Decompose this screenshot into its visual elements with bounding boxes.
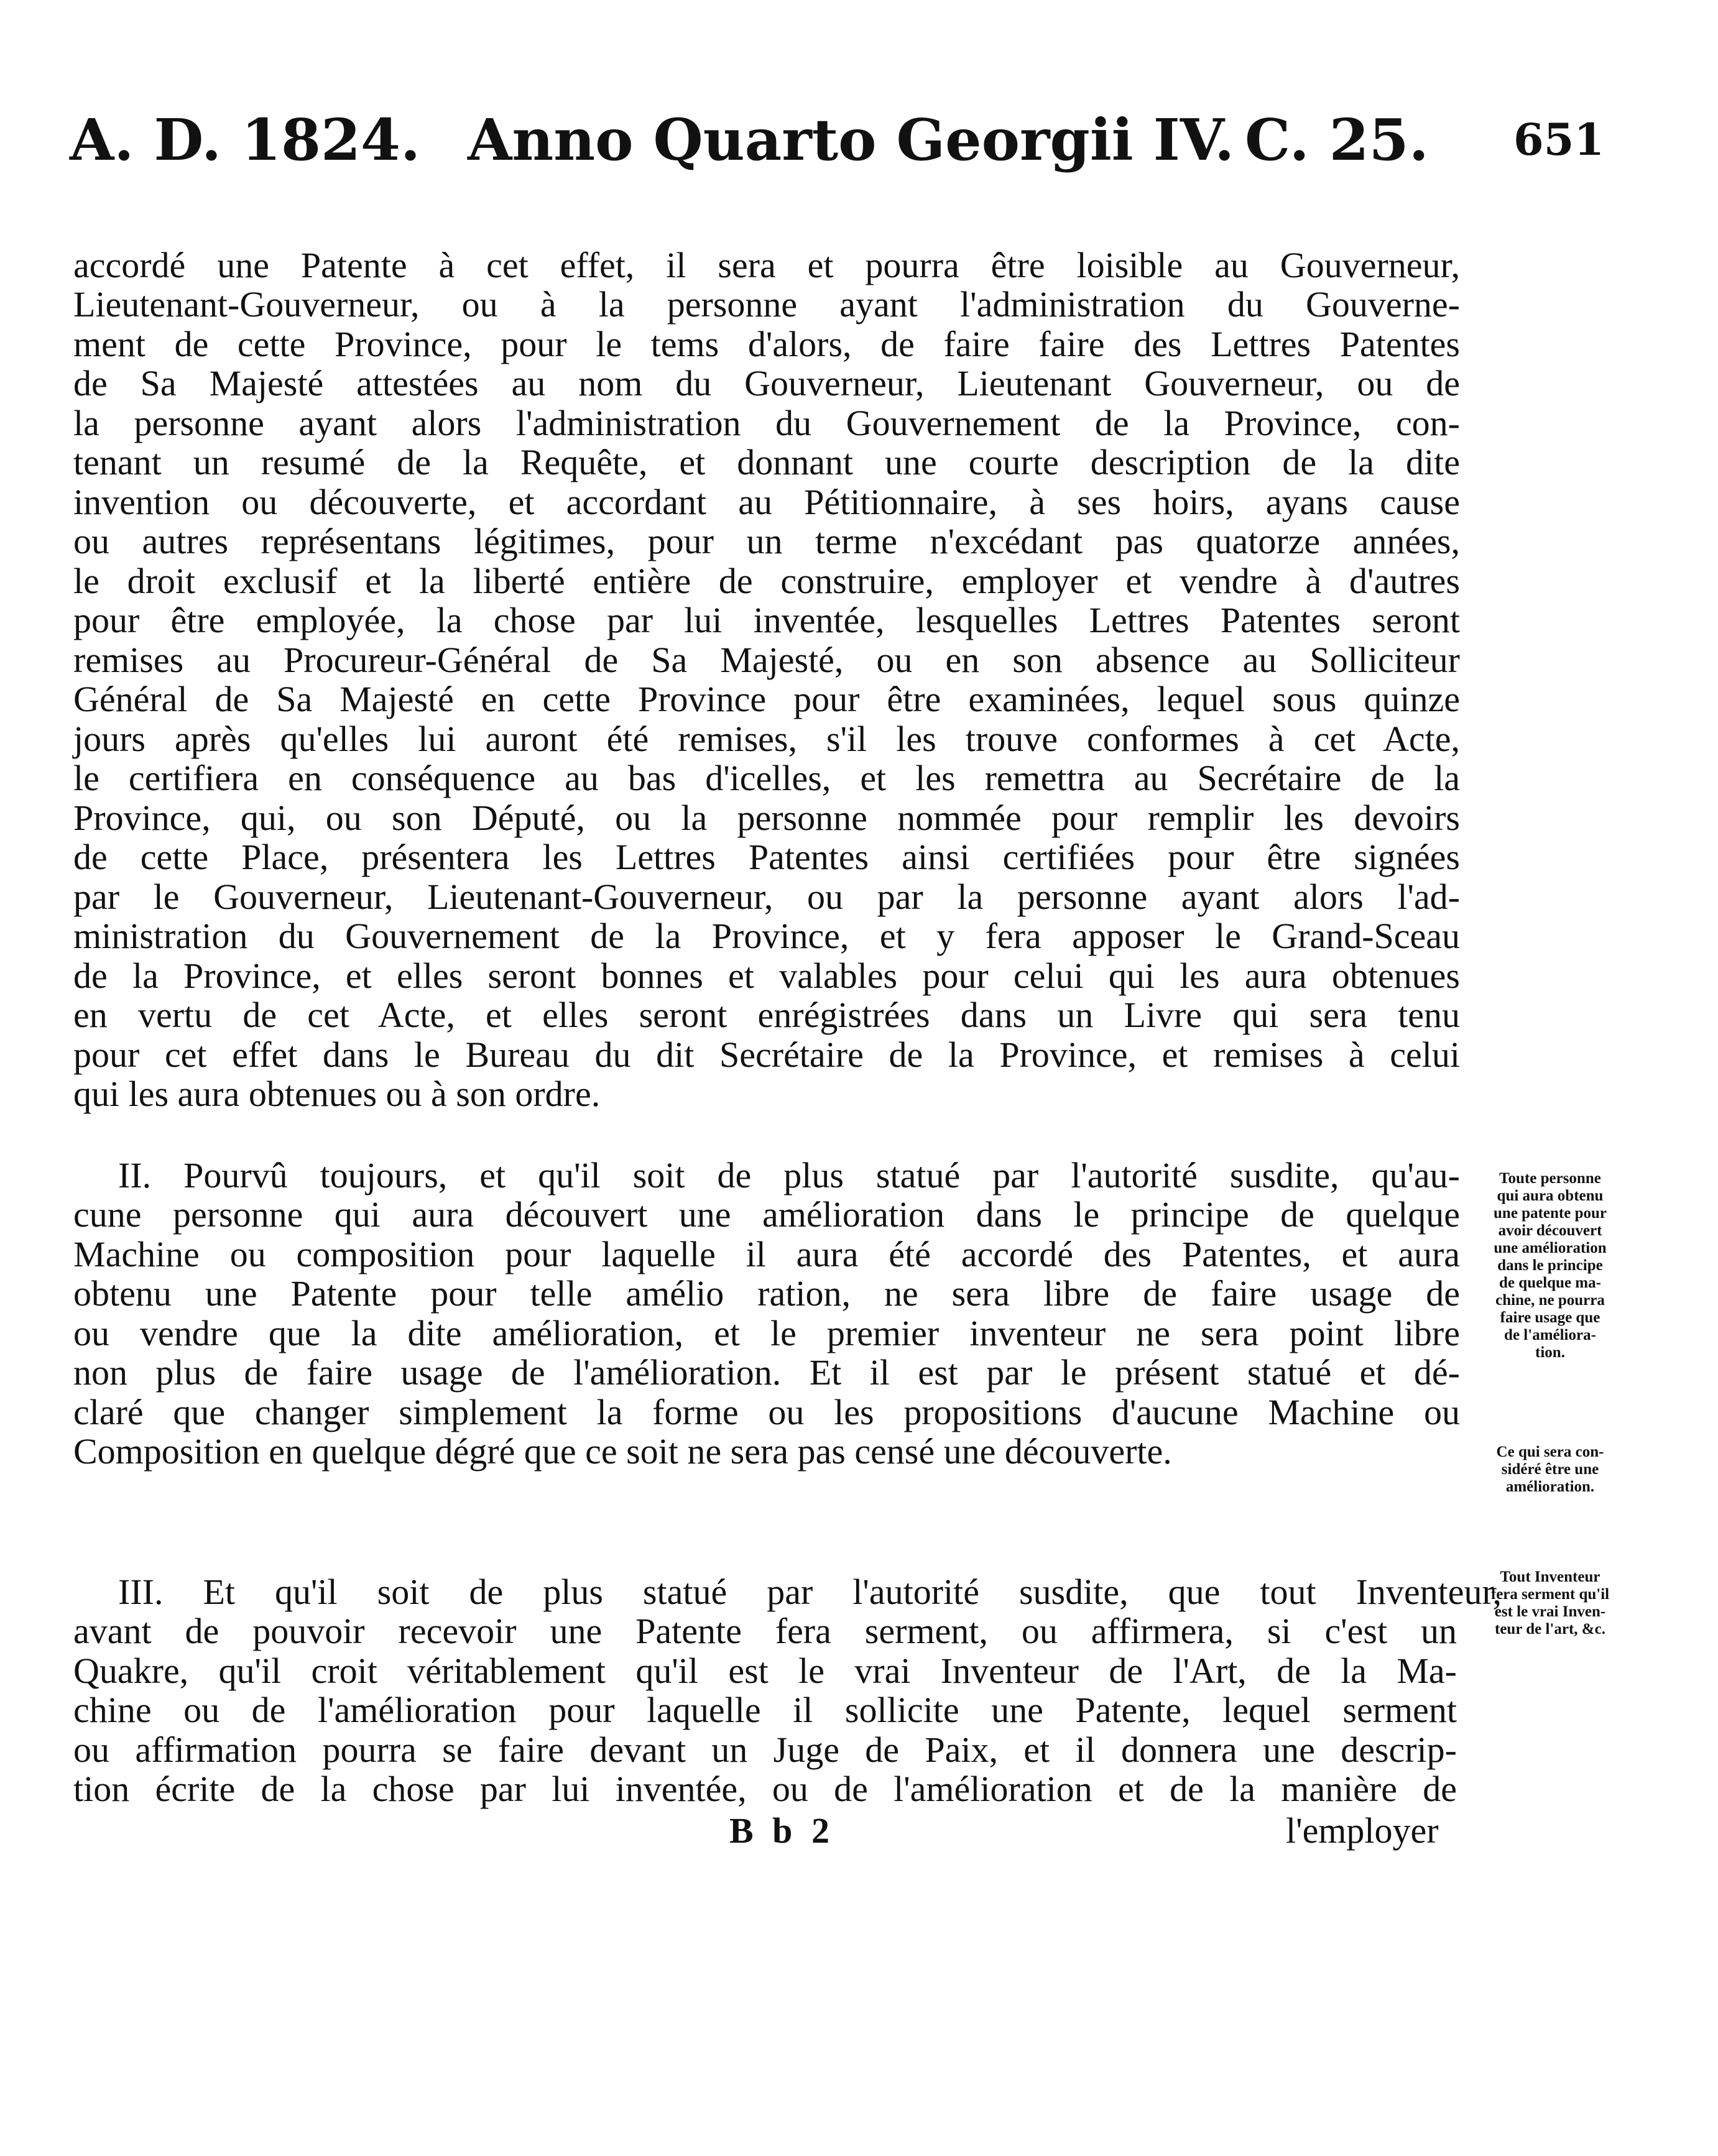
text-line: ment de cette Province, pour le tems d'alors, de faire faire des Lettres Patentes — [73, 324, 1460, 364]
text-line: Composition en quelque dégré que ce soit ne sera pas censé une découverte. — [73, 1431, 1172, 1472]
text-line: tenant un resumé de la Requête, et donnant une courte description de la dite — [73, 442, 1460, 482]
text-line: ou autres représentans légitimes, pour un terme n'excédant pas quatorze années, — [73, 521, 1460, 561]
text-line: Quakre, qu'il croit véritablement qu'il est le vrai Inventeur de l'Art, de la Ma- — [73, 1651, 1457, 1691]
marginal-note-line: teur de l'art, &c. — [1495, 1621, 1605, 1638]
text-line: de la Province, et elles seront bonnes et valables pour celui qui les aura obtenues — [73, 956, 1460, 996]
marginal-note-line: fera serment qu'il — [1490, 1586, 1610, 1603]
text-line: Machine ou composition pour laquelle il aura été accordé des Patentes, et aura — [73, 1234, 1460, 1274]
marginal-note-line: qui aura obtenu — [1497, 1187, 1604, 1204]
text-line: Lieutenant-Gouverneur, ou à la personne ayant l'administration du Gouverne- — [73, 284, 1460, 325]
marginal-note-line: tion. — [1535, 1344, 1565, 1361]
marginal-note-line: faire usage que — [1500, 1309, 1600, 1326]
text-line: non plus de faire usage de l'amélioration. Et il est par le présent statué et dé- — [73, 1352, 1460, 1393]
marginal-note-line: Toute personne — [1499, 1170, 1601, 1187]
text-line: le droit exclusif et la liberté entière de construire, employer et vendre à d'autres — [73, 561, 1460, 601]
text-line: ou affirmation pourra se faire devant un Juge de Paix, et il donnera une descrip- — [73, 1730, 1457, 1770]
signature-mark: B b 2 — [729, 1810, 834, 1851]
text-line: chine ou de l'amélioration pour laquelle il sollicite une Patente, lequel serment — [73, 1690, 1457, 1730]
text-line: par le Gouverneur, Lieutenant-Gouverneur, ou par la personne ayant alors l'ad- — [73, 877, 1460, 917]
marginal-note-line: avoir découvert — [1498, 1222, 1602, 1239]
text-line: invention ou découverte, et accordant au Pétitionnaire, à ses hoirs, ayans cause — [73, 482, 1460, 522]
marginal-note-1 — [1472, 1170, 1628, 1361]
text-line: claré que changer simplement la forme ou les propositions d'aucune Machine ou — [73, 1392, 1460, 1432]
text-line: ministration du Gouvernement de la Province, et y fera apposer le Grand-Sceau — [73, 916, 1460, 956]
text-line: remises au Procureur-Général de Sa Majesté, ou en son absence au Solliciteur — [73, 640, 1460, 680]
marginal-note-line: de quelque ma- — [1499, 1274, 1601, 1291]
marginal-note-2 — [1472, 1444, 1628, 1496]
text-line: obtenu une Patente pour telle amélio ration, ne sera libre de faire usage de — [73, 1273, 1460, 1314]
text-line: tion écrite de la chose par lui inventée, ou de l'amélioration et de la manière de — [73, 1769, 1457, 1809]
marginal-note-line: Tout Inventeur — [1500, 1569, 1600, 1585]
text-line: Province, qui, ou son Député, ou la personne nommée pour remplir les devoirs — [73, 798, 1460, 838]
section-iii-line: III. Et qu'il soit de plus statué par l'autorité susdite, que tout Inventeur, — [118, 1572, 1502, 1612]
marginal-note-3 — [1472, 1569, 1628, 1638]
text-line: de cette Place, présentera les Lettres Patentes ainsi certifiées pour être signées — [73, 837, 1460, 877]
marginal-note-line: Ce qui sera con- — [1496, 1444, 1604, 1460]
header-year: A. D. 1824. — [70, 106, 421, 173]
text-line: pour être employée, la chose par lui inventée, lesquelles Lettres Patentes seront — [73, 600, 1460, 640]
text-line: qui les aura obtenues ou à son ordre. — [73, 1074, 601, 1114]
marginal-note-line: est le vrai Inven- — [1494, 1603, 1606, 1620]
section-ii-line: II. Pourvû toujours, et qu'il soit de plus statué par l'autorité susdite, qu'au- — [118, 1155, 1460, 1195]
text-line: la personne ayant alors l'administration du Gouvernement de la Province, con- — [73, 403, 1460, 443]
catchword: l'employer — [1286, 1810, 1439, 1851]
running-header — [70, 93, 1661, 187]
text-line: ou vendre que la dite amélioration, et le premier inventeur ne sera point libre — [73, 1313, 1460, 1353]
marginal-note-line: dans le principe — [1497, 1257, 1603, 1274]
header-chapter: C. 25. — [1245, 106, 1429, 173]
page-number: 651 — [1513, 114, 1605, 165]
text-line: pour cet effet dans le Bureau du dit Secrétaire de la Province, et remises à celui — [73, 1034, 1460, 1075]
marginal-note-line: chine, ne pourra — [1495, 1292, 1605, 1309]
header-title: Anno Quarto Georgii IV. — [468, 106, 1235, 173]
marginal-note-line: une amélioration — [1494, 1240, 1607, 1256]
marginal-note-line: amélioration. — [1505, 1478, 1595, 1495]
marginal-note-line: sidéré être une — [1501, 1461, 1599, 1478]
text-line: le certifiera en conséquence au bas d'icelles, et les remettra au Secrétaire de la — [73, 758, 1460, 798]
text-line: Général de Sa Majesté en cette Province pour être examinées, lequel sous quinze — [73, 679, 1460, 719]
text-line: jours après qu'elles lui auront été remises, s'il les trouve conformes à cet Acte, — [73, 719, 1460, 759]
text-line: de Sa Majesté attestées au nom du Gouverneur, Lieutenant Gouverneur, ou de — [73, 363, 1460, 403]
text-line: en vertu de cet Acte, et elles seront enrégistrées dans un Livre qui sera tenu — [73, 995, 1460, 1035]
text-line: avant de pouvoir recevoir une Patente fera serment, ou affirmera, si c'est un — [73, 1611, 1457, 1651]
marginal-note-line: de l'améliora- — [1504, 1327, 1596, 1343]
text-line: accordé une Patente à cet effet, il sera et pourra être loisible au Gouverneur, — [73, 245, 1460, 285]
marginal-note-line: une patente pour — [1494, 1205, 1607, 1222]
text-line: cune personne qui aura découvert une amélioration dans le principe de quelque — [73, 1194, 1460, 1235]
